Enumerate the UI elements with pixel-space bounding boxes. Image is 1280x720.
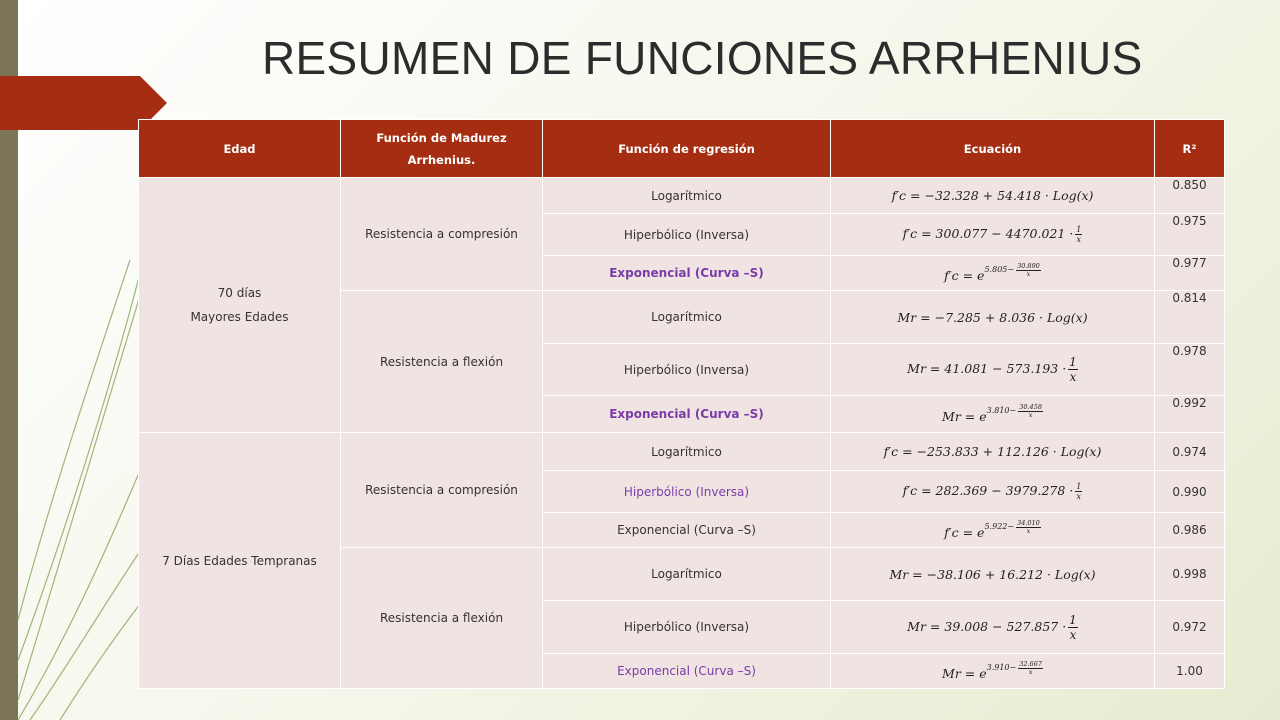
exponent-fraction (1016, 520, 1041, 535)
header-r2: R² (1155, 120, 1225, 178)
madurez-cell: Resistencia a flexión (341, 548, 543, 689)
equation-cell (831, 214, 1155, 256)
regresion-cell: Hiperbólico (Inversa) (543, 214, 831, 256)
equation-cell (831, 654, 1155, 689)
r2-cell: 0.972 (1155, 601, 1225, 654)
fraction-denominator: x (1076, 492, 1082, 501)
eq-body: 41.081 − 573.193 · (944, 361, 1067, 376)
fraction-denominator: x (1069, 370, 1077, 384)
table-row (139, 433, 1225, 471)
eq-exponent (986, 659, 1043, 676)
equation-cell (831, 396, 1155, 433)
eq-lhs: f′c = (902, 226, 936, 241)
fraction-numerator: 1 (1069, 355, 1077, 369)
r2-cell: 0.998 (1155, 548, 1225, 601)
r2-cell: 0.974 (1155, 433, 1225, 471)
fraction-denominator: x (1028, 667, 1033, 676)
header-edad: Edad (139, 120, 341, 178)
eq-lhs: f′c = e (944, 268, 985, 284)
eq-body: 39.008 − 527.857 · (944, 618, 1067, 634)
madurez-cell: Resistencia a flexión (341, 291, 543, 433)
eq-fraction (1075, 482, 1082, 501)
fraction-denominator: x (1028, 410, 1033, 419)
exponent-fraction (1018, 404, 1043, 419)
exponent-fraction (1016, 263, 1041, 278)
regresion-cell: Exponencial (Curva –S) (543, 513, 831, 548)
eq-body: 300.077 − 4470.021 · (935, 226, 1074, 241)
regresion-cell: Exponencial (Curva –S) (543, 256, 831, 291)
eq-exponent (984, 261, 1040, 278)
eq-fraction (1068, 613, 1078, 642)
table-row (139, 178, 1225, 214)
equation-cell (831, 513, 1155, 548)
r2-cell: 0.814 (1155, 291, 1225, 344)
r2-cell: 0.978 (1155, 344, 1225, 396)
eq-fraction (1075, 225, 1082, 244)
eq-lhs: f′c = (883, 444, 917, 459)
eq-body: 282.369 − 3979.278 · (935, 483, 1074, 498)
fraction-numerator: 30.458 (1019, 402, 1042, 411)
eq-body: −253.833 + 112.126 · Log(x) (916, 444, 1102, 459)
edad-cell (139, 178, 341, 433)
eq-lhs: f′c = e (944, 525, 985, 541)
exponent-base: 5.922− (984, 522, 1015, 532)
eq-lhs: Mr = e (942, 409, 987, 425)
fraction-numerator: 1 (1076, 482, 1082, 491)
regresion-cell: Logarítmico (543, 433, 831, 471)
r2-cell: 0.990 (1155, 471, 1225, 513)
eq-lhs: f′c = (902, 483, 936, 498)
equation-cell (831, 601, 1155, 654)
edad-cell (139, 433, 341, 689)
equation-cell (831, 433, 1155, 471)
fraction-denominator: x (1026, 269, 1031, 278)
equation-cell (831, 256, 1155, 291)
fraction-denominator: x (1076, 235, 1082, 244)
equation-cell (831, 178, 1155, 214)
madurez-cell: Resistencia a compresión (341, 178, 543, 291)
eq-fraction (1068, 355, 1078, 384)
eq-lhs: Mr = e (942, 666, 987, 682)
eq-lhs: Mr = (897, 309, 935, 325)
header-funcion-regresion: Función de regresión (543, 120, 831, 178)
eq-lhs: f′c = (891, 188, 925, 203)
r2-cell: 0.975 (1155, 214, 1225, 256)
eq-body: −32.328 + 54.418 · Log(x) (924, 188, 1094, 203)
eq-lhs: Mr = (889, 566, 927, 582)
equation-cell (831, 344, 1155, 396)
equation-cell (831, 291, 1155, 344)
regresion-cell: Hiperbólico (Inversa) (543, 471, 831, 513)
regresion-cell: Logarítmico (543, 178, 831, 214)
r2-cell: 1.00 (1155, 654, 1225, 689)
fraction-numerator: 34.010 (1017, 518, 1040, 527)
r2-cell: 0.992 (1155, 396, 1225, 433)
edad-label: 7 Días Edades Tempranas (162, 553, 317, 568)
header-ecuacion: Ecuación (831, 120, 1155, 178)
fraction-denominator: x (1026, 526, 1031, 535)
equation-cell (831, 548, 1155, 601)
exponent-base: 3.810− (986, 406, 1017, 416)
edad-sublabel: Mayores Edades (190, 310, 289, 324)
r2-cell: 0.977 (1155, 256, 1225, 291)
eq-body: −7.285 + 8.036 · Log(x) (934, 309, 1088, 325)
fraction-numerator: 1 (1069, 612, 1077, 627)
eq-exponent (986, 402, 1043, 419)
fraction-numerator: 1 (1076, 225, 1082, 234)
fraction-denominator: x (1069, 627, 1077, 642)
edad-label: 70 días (217, 286, 262, 300)
fraction-numerator: 32.667 (1019, 659, 1042, 668)
madurez-cell: Resistencia a compresión (341, 433, 543, 548)
eq-lhs: Mr = (907, 361, 945, 376)
eq-lhs: Mr = (907, 618, 945, 634)
fraction-numerator: 30.890 (1017, 261, 1040, 270)
regresion-cell: Exponencial (Curva –S) (543, 654, 831, 689)
regresion-cell: Logarítmico (543, 548, 831, 601)
regresion-cell: Logarítmico (543, 291, 831, 344)
header-funcion-madurez: Función de Madurez Arrhenius. (341, 120, 543, 178)
exponent-base: 5.805− (984, 265, 1015, 275)
r2-cell: 0.850 (1155, 178, 1225, 214)
exponent-fraction (1018, 661, 1043, 676)
table-header-row (139, 120, 1225, 178)
arrhenius-summary-table (138, 119, 1225, 689)
eq-exponent (984, 518, 1040, 535)
regresion-cell: Hiperbólico (Inversa) (543, 601, 831, 654)
eq-body: −38.106 + 16.212 · Log(x) (926, 566, 1096, 582)
regresion-cell: Exponencial (Curva –S) (543, 396, 831, 433)
equation-cell (831, 471, 1155, 513)
slide-title: RESUMEN DE FUNCIONES ARRHENIUS (262, 32, 1143, 84)
exponent-base: 3.910− (986, 663, 1017, 673)
r2-cell: 0.986 (1155, 513, 1225, 548)
regresion-cell: Hiperbólico (Inversa) (543, 344, 831, 396)
